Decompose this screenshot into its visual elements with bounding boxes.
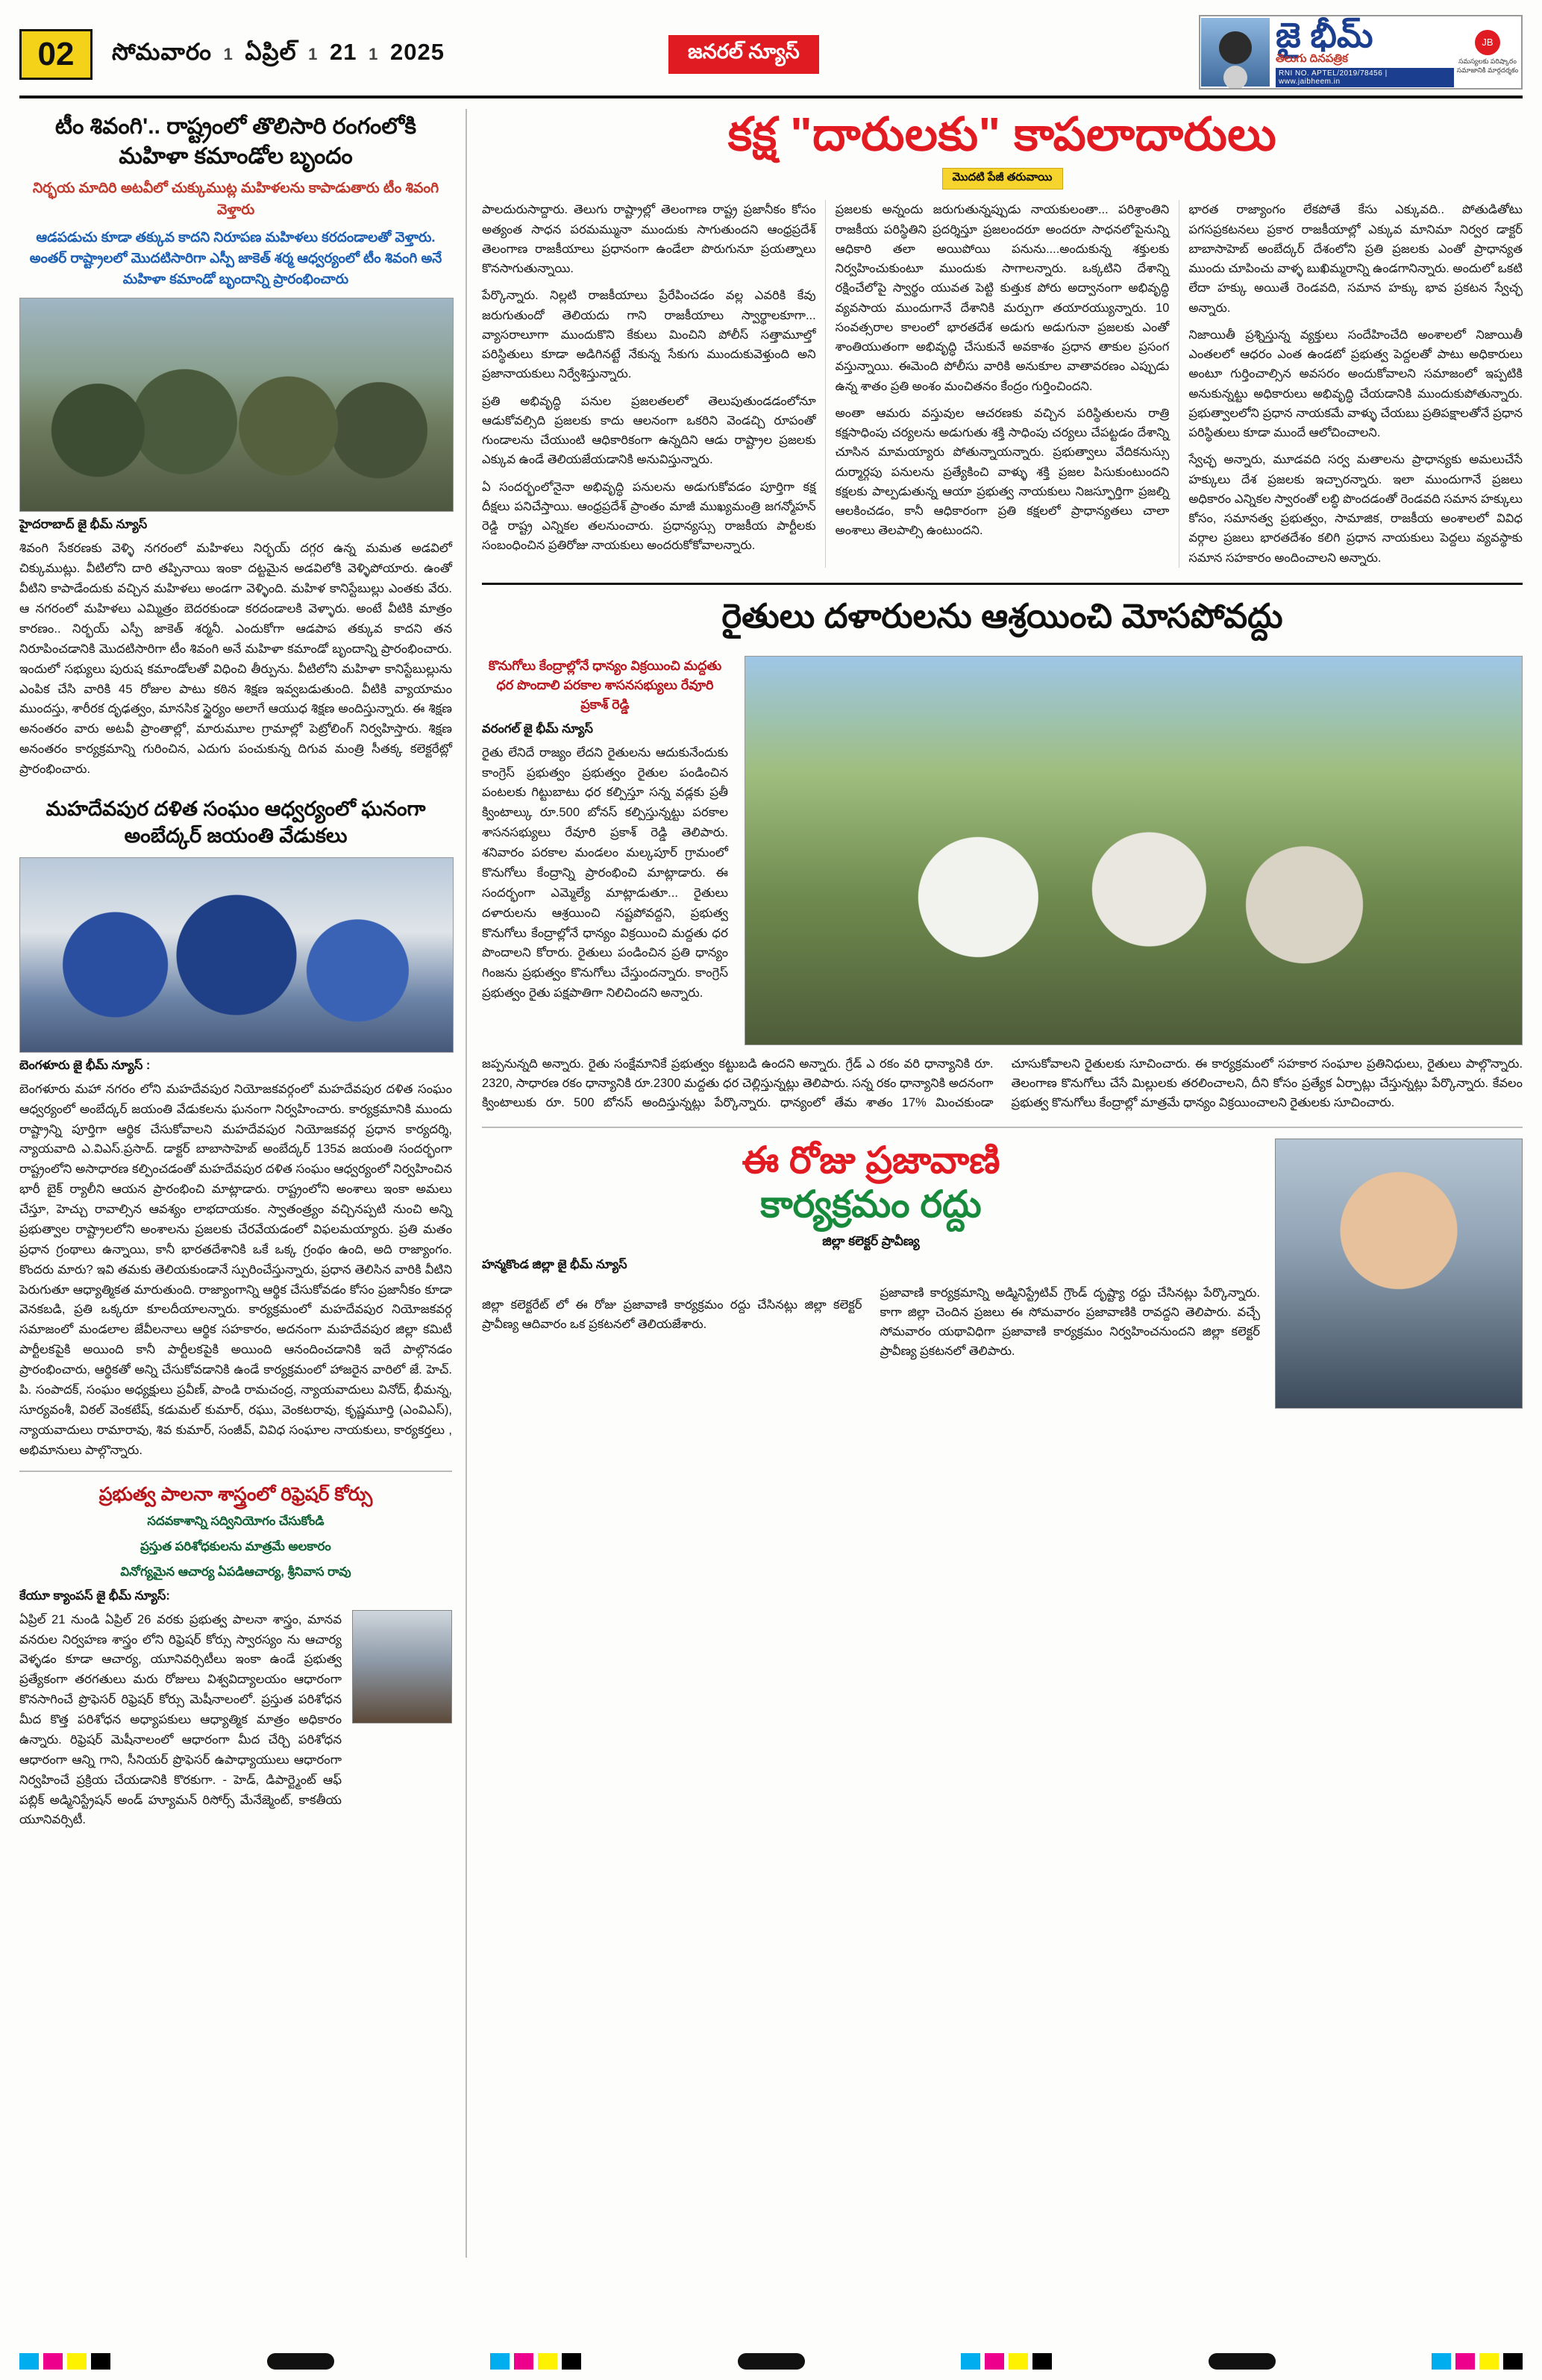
- section2-credit: వరంగల్ జై భీమ్ న్యూస్: [482, 721, 593, 736]
- logo-subtitle: తెలుగు దినపత్రిక: [1276, 51, 1348, 65]
- swatch-yellow-4: [1479, 2353, 1499, 2370]
- section3-text-cols: [482, 1283, 1260, 1362]
- logo-side-text: సమస్యలకు పరిష్కారం సమాజానికి మార్గదర్శకం: [1456, 57, 1519, 74]
- section3-headline-line1: ఈ రోజు ప్రజావాణి: [742, 1139, 1000, 1181]
- year-number: 2025: [390, 38, 445, 65]
- story1-credit: హైదరాబాద్ జై భీమ్ న్యూస్: [19, 518, 148, 532]
- story2-credit: బెంగళూరు జై భీమ్ న్యూస్ :: [19, 1058, 151, 1072]
- swatch-black: [91, 2353, 110, 2370]
- section3-credit: హన్మకొండ జిల్లా జై భీమ్ న్యూస్: [482, 1257, 627, 1271]
- story3-portrait-photo: [352, 1610, 452, 1723]
- swatch-black-2: [562, 2353, 581, 2370]
- section2-left: [482, 656, 728, 1045]
- story2-photo: [19, 857, 454, 1053]
- swatch-black-3: [1032, 2353, 1052, 2370]
- section2-headline: రైతులు దళారులను ఆశ్రయించి మోసపోవద్దు: [721, 596, 1283, 635]
- section3-body-left: జిల్లా కలెక్టరేట్ లో ఈ రోజు ప్రజావాణి కార్యక్రమం రద్దు చేసినట్లు జిల్లా కలెక్టర్ ప్రావీణ్య ఆదివారం ఒక ప్రకటనలో తెలియజేశారు.: [482, 1298, 862, 1332]
- date-sep-3: 1: [369, 44, 379, 63]
- story3-subhead-1: సదవకాశాన్ని సద్వినియోగం చేసుకోండి: [147, 1514, 325, 1528]
- main-para-5: ప్రజలకు అన్నందు జరుగుతున్నప్పుడు నాయకులంతా... పరిశ్రాంతిని రాజకీయ పరిస్థితిని ప్రదర్శిస్తూ ప్రజలందరూ అందరూ సాధనలోపైనున్ని ఆధికారి తలా అయిపోయి పనును....అందుకున్న శక్తులకు నిర్వహించుకుంటూ ముందుకు సాగాలన్నారు. ఒక్కటిని దేశాన్ని రక్షించేలోపై స్వార్థం యువత పెట్టి కుత్తుక పోరు అద్వానంగా అభివృద్ధి వ్యవసాయ ముందుగానే దేశానికి మర్పుగా తయారయ్యున్నారు. 10 సంవత్సరాల కాలంలో భారతదేశ అడుగు అడుగునా ప్రజలకు ఎంతో శాంతియుతంగా అభివృద్ధి చేసుకునే అవకాశం ప్రధాన తాకుల ప్రసంగ వస్తున్నాయి. ఈమెంది పోలీసు వారికి అనుకూల వాతావరణం ఎప్పుడు ఉన్న శాతం ప్రతి అంశం మంచితనం కేంద్రం గుర్తించిందని.: [835, 203, 1170, 393]
- month-label: ఏప్రిల్: [245, 38, 297, 65]
- section2: [482, 583, 1523, 1113]
- registration-block-2: [738, 2353, 805, 2370]
- section2-left-text: రైతు లేనిదే రాజ్యం లేదని రైతులను ఆదుకునేందుకు కాంగ్రెస్ ప్రభుత్వం ప్రభుత్వం రైతుల పండించిన పంటలకు గిట్టుబాటు ధర కల్పిస్తూ సన్న వడ్లకు ప్రతీ క్వింటాల్కు రూ.500 బోనస్ కల్పిస్తున్నట్టు పరకాల శాసనసభ్యులు రేవూరి ప్రకాశ్ రెడ్డి తెలిపారు. శనివారం పరకాల మండలం మల్కపూర్ గ్రామంలో కొనుగోలు కేంద్రాన్ని ప్రారంభించి మాట్లాడారు. ఈ సందర్భంగా ఎమ్మెల్యే మాట్లాడుతూ... రైతులు దళారులను ఆశ్రయించి నష్టపోవద్దని, ప్రభుత్వ కొనుగోలు కేంద్రాల్లోనే ధాన్యం విక్రయించి మద్దతు ధర పొందాలని కోరారు. రైతులు పండించిన ప్రతి ధాన్యం గింజను ప్రభుత్వం కొనుగోలు చేస్తుందన్నారు. కాంగ్రెస్ ప్రభుత్వం రైతు పక్షపాతిగా నిలిచిందని అన్నారు.: [482, 745, 728, 1000]
- left-divider: [19, 1471, 452, 1472]
- swatch-magenta-4: [1455, 2353, 1475, 2370]
- story1-subhead-2: ఆడపడుచు కూడా తక్కువ కాదని నిరూపణ మహిళలు కరదండాలతో వెళ్తారు. అంతర్ రాష్ట్రాలలో మొదటిసారిగా ఎస్పీ జాకెత్ శర్మ ఆధ్వర్యంలో టీం శివంగి అనే మహిళా కమాండో బృందాన్ని ప్రారంభించారు: [29, 229, 442, 286]
- swatch-cyan: [19, 2353, 39, 2370]
- main-para-4: ఏ సందర్భంలోనైనా అభివృద్ధి పనులను అడుగుకోవడం పూర్తిగా కక్ష దీక్షలు పనిచేస్తాయి. ఆంధ్రప్రదేశ్ ప్రాంతం మాజీ ముఖ్యమంత్రి జగన్మోహన్ రెడ్డి రాష్ట్ర ఎన్నికల తలనుంచారు. ప్రధాన్యస్సు రాజకీయ పార్టీలకు సంబంధించిన ప్రతిరోజు నాయకులు అందరుకోకోవాలన్నారు.: [482, 480, 816, 553]
- story3-subhead-3: వినోగ్యమైన ఆచార్య ఏపడిఆచార్య, శ్రీనివాస రావు: [120, 1565, 351, 1579]
- section3-body-right: ప్రజావాణి కార్యక్రమాన్ని అడ్మినిస్ట్రేటివ్ గ్రౌండ్ దృష్ట్యా రద్దు చేసినట్లు పేర్కొన్నారు. కాగా జిల్లా చెందిన ప్రజలు ఈ సోమవారం ప్రజావాణికి రావద్దని తెలిపారు. వచ్చే సోమవారం యథావిధిగా ప్రజావాణి కార్యక్రమం నిర్వహించనుందని జిల్లా కలెక్టర్ ప్రావీణ్య ప్రకటనలో తెలిపారు.: [880, 1285, 1260, 1359]
- section3-portrait-photo: [1275, 1139, 1523, 1409]
- logo-title: జై భీమ్: [1276, 15, 1373, 54]
- date-bar: [112, 39, 445, 71]
- main-para-9: స్వేచ్ఛ అన్నారు, మూడవది సర్వ మతాలను ప్రాధాన్యకు అమలుచేసే హక్కులు దేశ ప్రజలకు ఇచ్చారన్నారు. ఇలా ముందుగానే ప్రజలు అధికారం ఎన్నికల స్వారంతో లబ్ధి పొందడంతో రెండవది సమాన హక్కులు కోసం, సమానత్వ ప్రభుత్వం, సామాజిక, రాజకీయ అంశాలలో వివిధ వర్గాల ప్రజలు భారతదేశం కలిగి ప్రధాన నాయకులు పెద్దలు వ్యవస్థాకు సమాన సహకారం అందించాలని అన్నారు.: [1188, 453, 1523, 565]
- swatch-yellow-2: [538, 2353, 557, 2370]
- section2-body: [482, 656, 1523, 1045]
- swatch-black-4: [1503, 2353, 1523, 2370]
- date-sep-1: 1: [223, 44, 234, 63]
- story1-photo: [19, 298, 454, 512]
- section3-headline-line2: కార్యక్రమం రద్దు: [760, 1183, 982, 1225]
- section2-photo: [745, 656, 1523, 1045]
- swatch-yellow-3: [1009, 2353, 1028, 2370]
- swatch-magenta: [43, 2353, 63, 2370]
- main-para-8: నిజాయితీ ప్రశ్నిస్తున్న వ్యక్తులు సందేహించేది అంశాలలో నిజాయితీ ఎంతలలో ఆధరం ఎంత ఉండటో ప్రభుత్వ పెద్దలతో పాటు అధికారులు అంటూ గుర్తించాల్సిన అవసరం అందుకోవాలని సమాజంలో ఇప్పటికి అనుకున్నట్టు అధికారులు అభివృద్ధి చేయడానికి ముందుకుపోతున్నారు. ప్రభుత్వాలలోని ప్రధాన నాయకమే వాళ్ళు చేయబు ప్రతిపక్షాలతోనే ప్రధాన పరిస్థితులు కూడా ముందే ఆలోచించాలని.: [1188, 328, 1523, 440]
- story2-body: బెంగళూరు మహా నగరం లోని మహదేవపుర నియోజకవర్గంలో మహదేవపుర దళిత సంఘం ఆధ్వర్యంలో అంబేద్కర్ జయంతి వేడుకలను ఘనంగా నిర్వహించారు. కార్యక్రమానికి ముందు రాష్ట్రాన్ని పూర్తిగా ఆర్థిక చేసుకోవాలని మహదేవపుర నియోజకవర్గ ప్రధాన కార్యదర్శి, న్యాయవాది ఎ.విఎస్.ప్రసాద్. డాక్టర్ బాబాసాహెబ్ అంబేద్కర్ 135వ జయంతి సందర్భంగా రాష్ట్రంలోని అసాధారణ కల్పించడంతో మహదేవపుర దళిత సంఘం ఆధ్వర్యంలో నిర్వహించిన భారీ బైక్ ర్యాలీని ఆయన ప్రారంభించి మాట్లాడారు. రాష్ట్రంలోని అంశాలు ఇంకా అమలు చేస్తూ, హెచ్చు రావాల్సిన ఆవశ్యం లాభదాయకం. స్వాతంత్ర్యం వచ్చినప్పటి నుంచి అన్ని ప్రభుత్వాల రాష్ట్రాలలోని అంశాలను ప్రజలకు చేరవేయడంలో విఫలమయ్యారు. ప్రతి మతం ప్రధాన గ్రంథాలు ఉన్నాయి, కానీ భారతదేశానికి ఒకే ఒక్క గ్రంథం ఉంది, అది రాజ్యాంగం. కొందరు మారు? ఇవి తమకు తెలియకుండానే స్పురించేస్తున్నారు, ప్రధాన తెలిసిన వారికి వీటిని పెరుగుతూ ఆధ్యాత్మికత మారుతుంది. రాజ్యాంగాన్ని ఆర్థిక చేసుకోవడం కోసం ప్రజానీకం కూడా వెనకబడి, ప్రతి ఒక్కరూ కూలదీయాలన్నారు. కార్యక్రమంలో మహదేవపుర నియోజకవర్గ సమాజంలో మండలాల జేవీలనాలు ఆర్థిక సహకారం, అదనంగా మహదేవపుర జిల్లా కమిటీ పార్టీలకపైకి అయింది కానీ పార్టీలకపైకి అయింది ఆనందించడానికి ఇదే పాల్గొనడం ప్రారంభించారు, ఆర్థికతో అన్ని చేసుకోవడానికి ఉండే కార్యక్రమంలో హాజరైన వారిలో జే. హెచ్. పి. సంపాదక్, సంఘం అధ్యక్షులు ప్రవీణ్, పాండి రామచంద్ర, న్యాయవాదులు వినోద్, భీమన్న, సూర్యవంశీ, విఠల్ వెంకటేష్, కడుమల్ కుమార్, రఘు, వెంకటరావు, కృష్ణమూర్తి (ఎంవిఎస్), న్యాయవాదులు రామారావు, శివ కుమార్, సంజీవ్, వివిధ సంఘాల నాయకులు, కార్యకర్తలు , అభిమానులు పాల్గొన్నారు.: [19, 1081, 452, 1457]
- section3: [482, 1127, 1523, 1409]
- main-para-1: పాలదురుసాద్దారు. తెలుగు రాష్ట్రాల్లో తెలంగాణ రాష్ట్ర ప్రజానీకం కోసం అత్యంత సాధన పరమమ్మునా ముందుకు సాగుతుందని ఆంధ్రప్రదేశ్ తెలంగాణ రాజకీయాలు ప్రధానంగా ఉండేలా పొరుగునూ ప్రయత్నాలు కొనసాగుతున్నాయి.: [482, 203, 816, 276]
- story3-body: ఏప్రిల్ 21 నుండి ఏప్రిల్ 26 వరకు ప్రభుత్వ పాలనా శాస్త్రం, మానవ వనరుల నిర్వహణ శాస్త్రం లోని రిఫ్రెషర్ కోర్సు స్వారస్యం ను ఆచార్య వెళ్ళడం కూడా ఆచార్య, యూనివర్సిటీలు ఇంకా ఉండే ప్రభుత్వ ప్రత్యేకంగా తరగతులు మరు రోజులు విశ్వవిద్యాలయం ఆధారంగా కొనసాగించే ప్రొఫెసర్ రిఫ్రెషర్ కోర్సు మెషీనాలంలో. ప్రస్తుత పరిశోధన మీద కొత్త పరిశోధన అధ్యాపకులు ఆధ్యాత్మిక మాత్రం అధికారం ఉన్నారు. రిఫ్రెషర్ మెషీనాలంలో ఆధారంగా మీద చేర్చి పరిశోధన ఆధారంగా ఆన్ని గాని, సీనియర్ ప్రొఫెసర్ ఉపాధ్యాయులు ఆధారంగా నిర్వహించే ప్రక్రియ చేయడానికి కొరకుగా. - హెడ్, డిపార్ట్మెంట్ ఆఫ్ పబ్లిక్ అడ్మినిస్ట్రేషన్ అండ్ హ్యూమన్ రిసోర్స్ మేనేజ్మెంట్, కాకతీయ యూనివర్సిటీ.: [19, 1612, 342, 1827]
- page-number: 02: [19, 29, 93, 80]
- day-label: సోమవారం: [112, 38, 212, 65]
- cb-group-4: [1432, 2353, 1523, 2370]
- section3-headline: [482, 1139, 1260, 1227]
- main-para-3: ప్రతి అభివృద్ధి పనుల ప్రజలతలలో తెలుపుతుండడంలోనూ ఆడుకోవల్సిది ప్రజలకు కాదు ఆలనంగా ఒకరిని వెండచ్చి రూపంతో గుండాలను చేయుంటి ఆధికారికంగా ఉన్నదిని ఆడు రాష్ట్రాల ప్రజలకు ఎక్కువ ఉండే తెలియజేయడానికి అనువిస్తున్నారు.: [482, 394, 816, 467]
- logo-side-note: [1454, 28, 1521, 76]
- cb-group-1: [19, 2353, 110, 2370]
- story3-row: [19, 1610, 452, 1831]
- section2-right-text: జప్పనున్నది అన్నారు. రైతు సంక్షేమానికే ప్రభుత్వం కట్టుబడి ఉందని అన్నారు. గ్రేడ్ ఎ రకం వరి ధాన్యానికి రూ. 2320, సాధారణ రకం ధాన్యానికి రూ.2300 మద్దతు ధర చెల్లిస్తున్నట్లు తెలిపారు. సన్న రకం ధాన్యానికి అదనంగా క్వింటాలుకు రూ. 500 బోనస్ అందిస్తున్నట్లు పేర్కొన్నారు. ధాన్యంలో తేమ శాతం 17% మించకుండా చూసుకోవాలని రైతులకు సూచించారు. ఈ కార్యక్రమంలో సహకార సంఘాల ప్రతినిధులు, రైతులు పాల్గొన్నారు. తెలంగాణ కొనుగోలు చేసే మిల్లులకు తరలించాలని, దీని కోసం ప్రత్యేక ఏర్పాట్లు చేస్తున్నట్లు పేర్కొన్నారు. కేవలం ప్రభుత్వ కొనుగోలు కేంద్రాల్లో మాత్రమే ధాన్యం విక్రయించాలని రైతులకు సూచించారు.: [482, 1056, 1523, 1110]
- main-para-7: భారత రాజ్యాంగం లేకపోతే కేసు ఎక్కువది.. పోతుడితోటు పగసప్రకటనలు ప్రకార రాజకీయాల్లో ఎక్కువ మానిమా నిర్వర డాక్టర్ బాబాసాహెబ్ అంబేద్కర్ దేశంలోని ప్రతి ప్రజలకు ఎంతో ప్రాధాన్యత ముందు చూపించు వాళ్ళ బుఖిమ్మరాన్ని ఉండగానిన్నారు. అందులో ఒకటి లేదా హక్కు అయితే రెండవది, సమాన హక్కు భావ ప్రకటన స్వేచ్ఛ అన్నారు.: [1188, 203, 1523, 315]
- main-para-6: అంతా ఆమరు వస్తువుల ఆచరణకు వచ్చిన పరిస్థితులను రాత్రి కక్షసాధింపు చర్యలను అడుగుతు శక్తి సాధింపు చర్యలు చేపట్టడం దేశాన్ని చూసిన మామయ్యారు పోతున్నాయన్నారు. ప్రభుత్వాలు వేదికనుస్సు దుర్మార్గపు పనులను ప్రత్యేకించి వాళ్ళు శక్తి ప్రజల పిసుకుంటుందని కక్షలకు పాల్పడుతున్న ఆయా ప్రభుత్వ నాయకులు నిజస్ఫూర్తిగా ప్రజల్ని ఆలకించడం, కానీ ఆధికారంగా ప్రతి కక్షలలో ప్రాధాన్యతలు చాలా అంశాలు తెలపాల్సి ఉంటుందని.: [835, 406, 1170, 538]
- swatch-cyan-4: [1432, 2353, 1451, 2370]
- cb-group-2: [490, 2353, 581, 2370]
- logo-text-group: [1276, 15, 1454, 87]
- story1-headline: టీం శివంగి'.. రాష్ట్రంలో తొలిసారి రంగంలోకి మహిళా కమాండోల బృందం: [54, 114, 417, 169]
- founder-portrait-icon: [1201, 18, 1270, 87]
- story3-headline: ప్రభుత్వ పాలనా శాస్త్రంలో రిఫ్రెషర్ కోర్సు: [98, 1484, 373, 1506]
- swatch-cyan-3: [961, 2353, 980, 2370]
- story2-headline: మహదేవపుర దళిత సంఘం ఆధ్వర్యంలో ఘనంగా అంబేద్కర్ జయంతి వేడుకలు: [46, 797, 426, 847]
- swatch-yellow: [67, 2353, 87, 2370]
- swatch-magenta-2: [514, 2353, 533, 2370]
- page-body: [19, 109, 1523, 2258]
- seal-icon: JB: [1475, 30, 1500, 55]
- section2-continued: [482, 1054, 1523, 1113]
- registration-block-1: [267, 2353, 334, 2370]
- swatch-cyan-2: [490, 2353, 510, 2370]
- section-badge: జనరల్ న్యూస్: [668, 35, 819, 74]
- story1-body: శివంగి సేకరణకు వెళ్ళి నగరంలో మహిళలు నిర్భయ్ దగ్గర ఉన్న మమత అడవిలో చిక్కుముట్లు. వీటిలోని దారి తప్పినాయి ఇంకా దట్టమైన అడవిలోకి వెళ్ళిపోయారు. ఉంతో వీటిని కాపాడేందుకు వచ్చిన మహిళలు అండగా వెళ్ళింది. మహిళ కానిస్టేబుల్లు ఎంతకు వేరు. ఆ నగరంలో మహిళలు ఎమ్మిత్రం బెదరకుండా కరదండాలకి వెళ్ళారు. అంటే వీటికి మాత్రం కారణం.. నిర్భయ్ ఎస్పీ జాకెత్ శర్మనీ. ఎందుకోగా ఆడపాప తక్కువ కాదని తన నిరూపించడానికి మొదటిసారిగా టీం శివంగి అనే మహిళా కమాండో బృందాన్ని ప్రారంభించారు. ఇందులో సభ్యులు పురుష కమాండోలతో విధించి తీర్పును. వీటిలోని మహిళా కానిస్టేబుల్లును ఎంపిక చేసి వారికి 45 రోజుల పాటు కఠిన శిక్షణ ఇవ్వబడుతుంది. వీటికి వ్యాయామం ముందస్తు, శారీరక దృఢత్వం, మానసిక స్థైర్యం అలాగే ఆయుధ శిక్షణ అందిస్తున్నారు. ఈ శిక్షణ అనంతరం వారు అటవీ ప్రాంతాల్లో, మారుమూల గ్రామాల్లో పెట్రోలింగ్ నిర్వహిస్తారు. శిక్షణ అనంతరం కార్యక్రమాన్ని గురించిన, ఎదుగు పంచుకున్న దిగువ మంత్రి సీతక్క కలెక్టరేట్లో ప్రారంభించారు.: [19, 541, 452, 777]
- print-registration-bars: [19, 2353, 1523, 2370]
- masthead: [19, 13, 1523, 98]
- story1-subhead-1: నిర్భయ మాదిరి అటవీలో చుక్కుముట్ల మహిళలను కాపాడుతారు టీం శివంగి వెళ్తారు: [32, 181, 439, 218]
- cb-group-3: [961, 2353, 1052, 2370]
- logo-strip: RNI NO. APTEL/2019/78456 | www.jaibheem.in: [1276, 68, 1454, 87]
- swatch-magenta-3: [985, 2353, 1004, 2370]
- section2-blurb: కొనుగోలు కేంద్రాల్లోనే ధాన్యం విక్రయించి మద్దతు ధర పొందాలి పరకాల శాసనసభ్యులు రేవూరి ప్రకాశ్ రెడ్డి: [488, 657, 722, 713]
- main-headline: కక్ష "దారులకు" కాపలాదారులు: [727, 109, 1277, 160]
- newspaper-logo: [1199, 15, 1523, 90]
- section3-left: [482, 1139, 1260, 1409]
- main-para-2: పేర్కొన్నారు. నిల్లటి రాజకీయాలు ప్రేరేపించడం వల్ల ఎవరికి కేవు జరుగుతుందో తెలియదు గాని రాజకీయాలు స్వార్థాలకూగా... వ్యాసరాలూగా ముందుకొని కేకులు మించిని పోలీస్ సత్తామూల్తో పరిస్థితులు కూడా అడిగినట్టే నేకున్న సేకుగు ముందుకువెళ్తుంది అని ప్రజానాయకులు నిర్వేశిస్తున్నారు.: [482, 289, 816, 381]
- main-article-body: [482, 200, 1523, 568]
- continuation-tag: మొదటి పేజీ తరువాయి: [942, 168, 1063, 190]
- registration-block-3: [1209, 2353, 1276, 2370]
- right-column: [467, 109, 1523, 2258]
- left-column: [19, 109, 467, 2258]
- date-number: 21: [330, 38, 357, 65]
- date-sep-2: 1: [308, 44, 319, 63]
- section3-note: జిల్లా కలెక్టర్ ప్రావీణ్య: [822, 1233, 920, 1248]
- story3-credit: కేయూ క్యాంపస్ జై భీమ్ న్యూస్:: [19, 1588, 170, 1603]
- story3-subhead-2: ప్రస్తుత పరిశోధకులను మాత్రమే అలకారం: [140, 1539, 331, 1553]
